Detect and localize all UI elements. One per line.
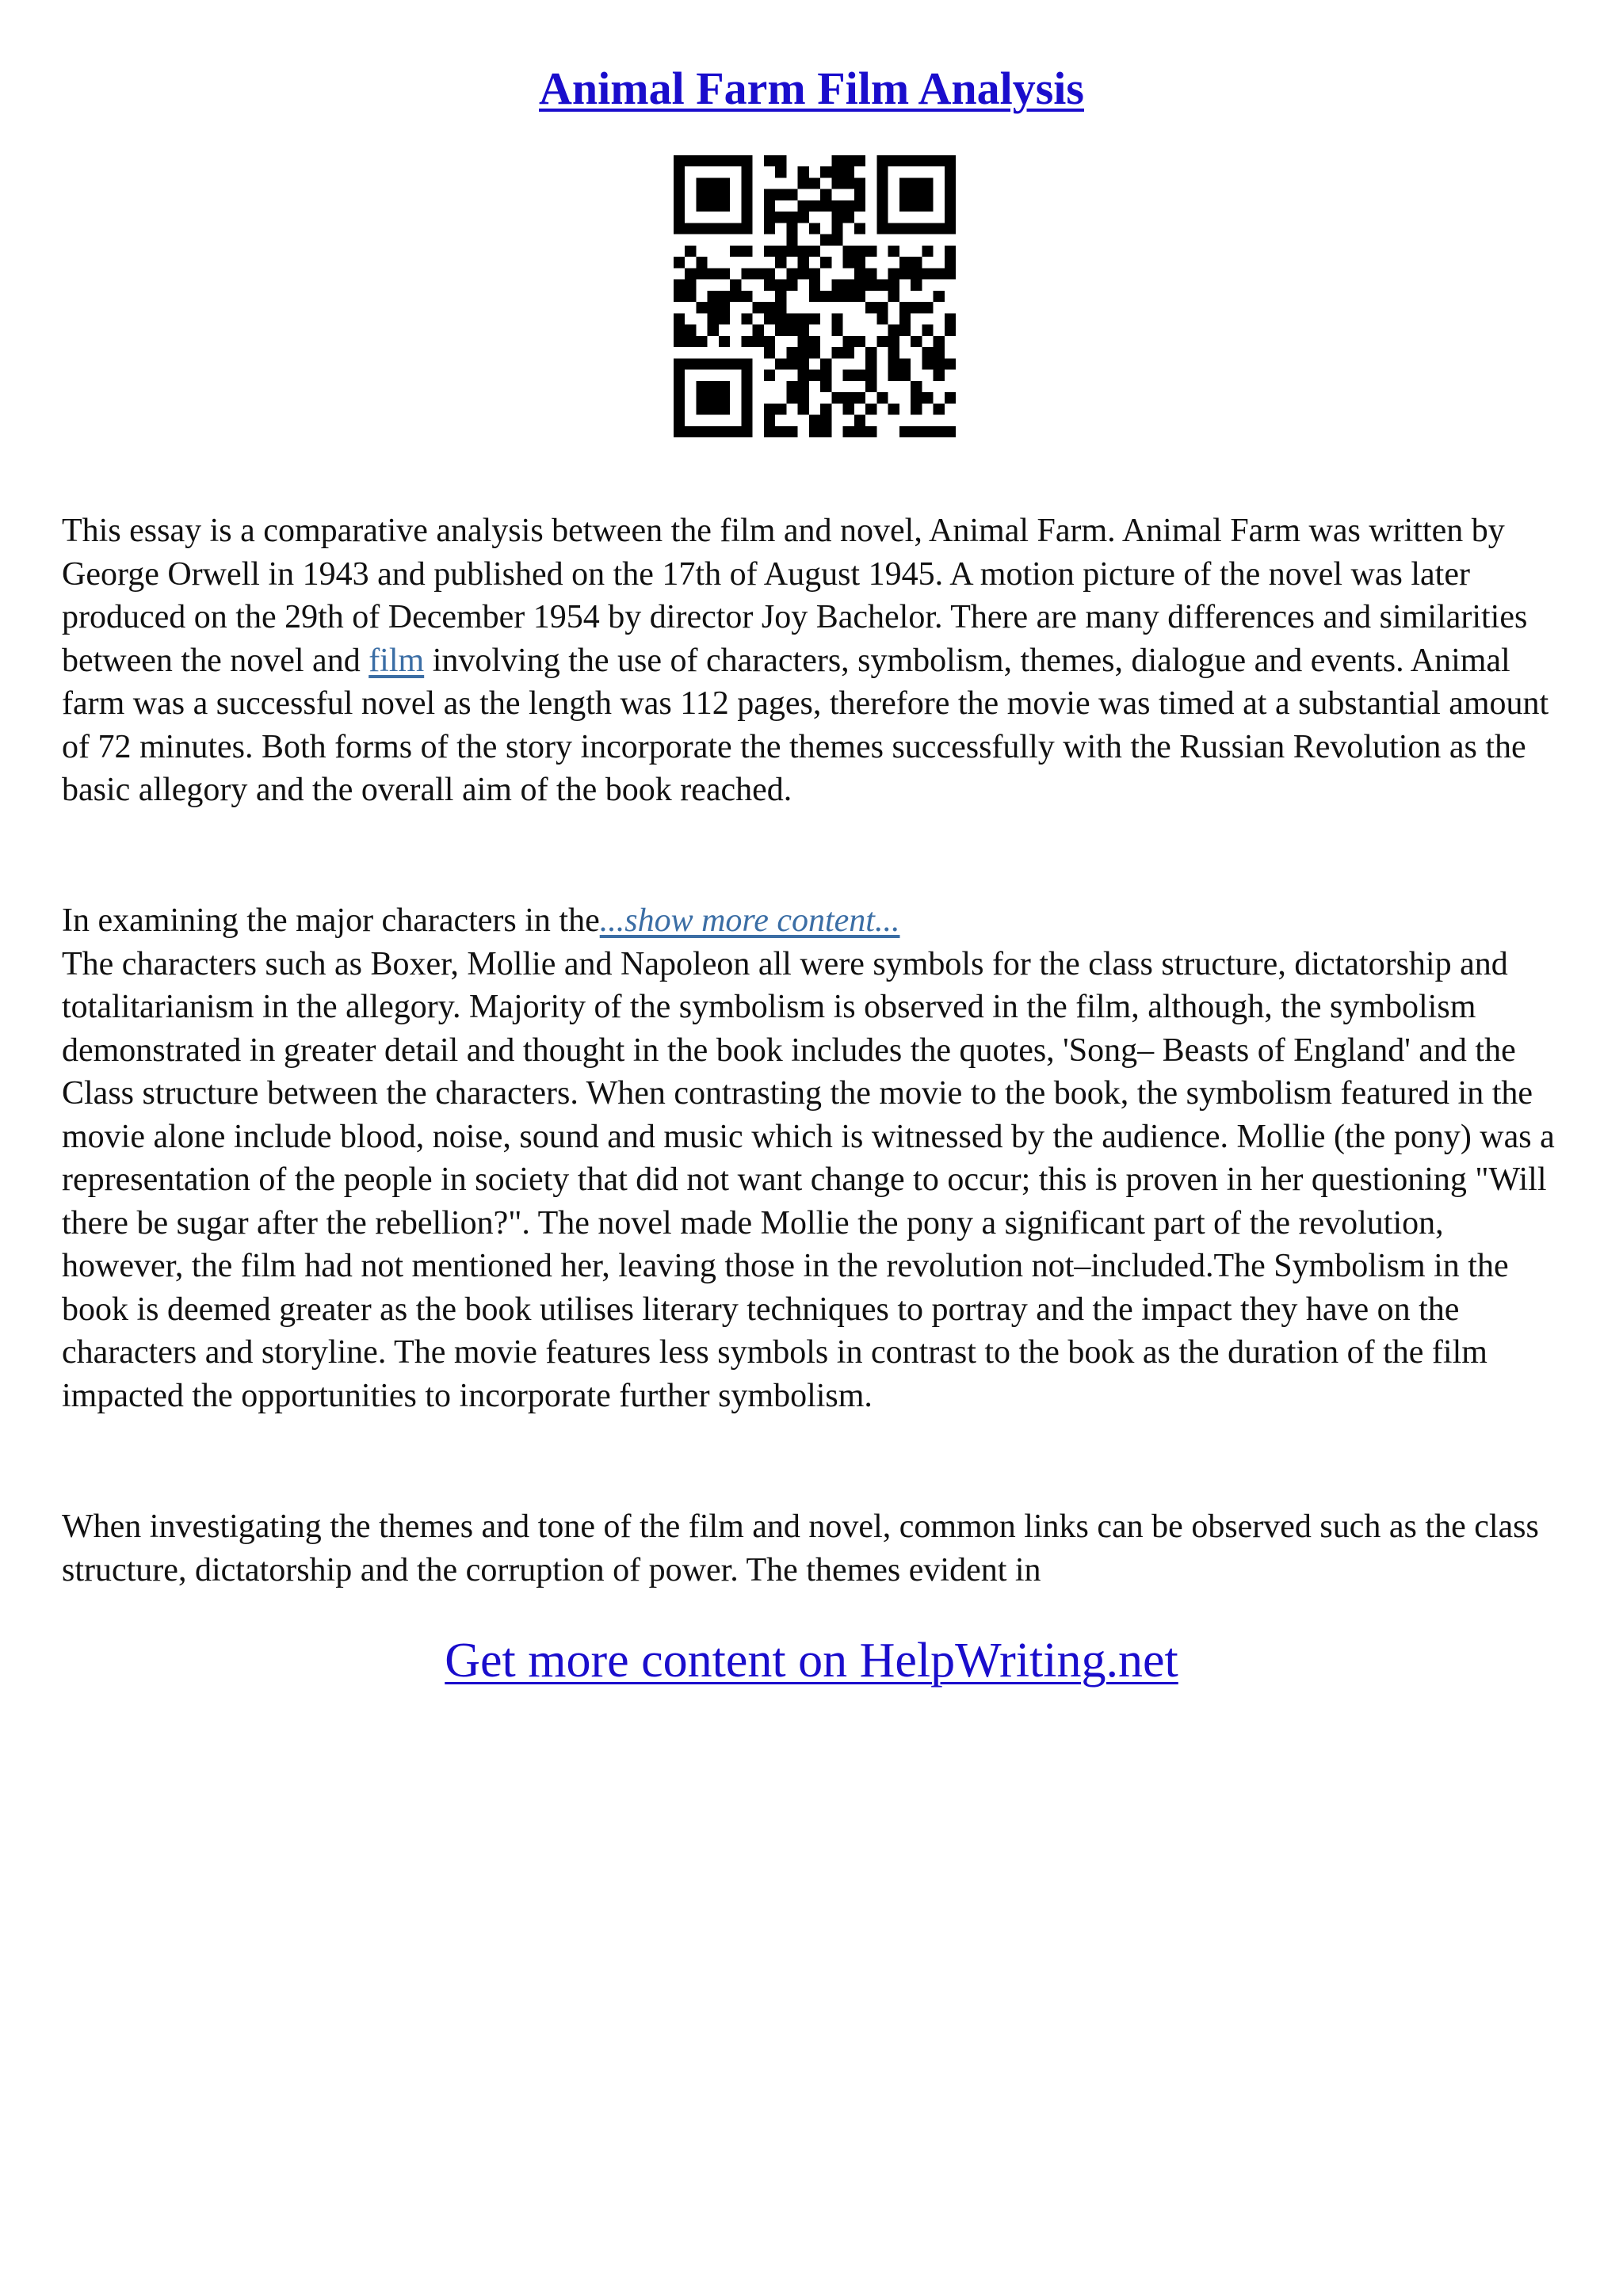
qr-code-icon xyxy=(674,155,956,437)
paragraph-intro-text-a: This essay is a comparative analysis between the film and novel, Animal Farm. Animal Farm was written by George Orwell in 1943 and published on the 17th of August 1945. A motion picture of the novel was later produced on the 29th of December 1954 by director Joy Bachelor. There are many differences and similarities between the novel and xyxy=(62,513,1528,679)
paragraph-themes: When investigating the themes and tone of the film and novel, common links can be observed such as the class structure, dictatorship and the corruption of power. The themes evident in xyxy=(62,1508,1539,1589)
show-more-content-link[interactable]: ...show more content... xyxy=(599,902,900,939)
get-more-content-link[interactable]: Get more content on HelpWriting.net xyxy=(445,1634,1178,1688)
paragraph-characters-lead: In examining the major characters in the xyxy=(62,902,600,939)
qr-code xyxy=(674,155,956,437)
paragraph-intro xyxy=(62,509,1568,812)
document-title xyxy=(0,57,1623,120)
title-link[interactable]: Animal Farm Film Analysis xyxy=(539,63,1084,114)
paragraph-characters-text: The characters such as Boxer, Mollie and Napoleon all were symbols for the class structure, dictatorship and totalitarianism in the allegory. Majority of the symbolism is observed in the film, although, the symbolism demonstrated in greater detail and thought in the book includes the quotes, 'Song– Beasts of England' and the Class structure between the characters. When contrasting the movie to the book, the symbolism featured in the movie alone include blood, noise, sound and music which is witnessed by the audience. Mollie (the pony) was a representation of the people in society that did not want change to occur; this is proven in her questioning "Will there be sugar after the rebellion?". The novel made Mollie the pony a significant part of the revolution, however, the film had not mentioned her, leaving those in the revolution not–included.The Symbolism in the book is deemed greater as the book utilises literary techniques to portray and the impact they have on the characters and storyline. The movie features less symbols in contrast to the book as the duration of the film impacted the opportunities to incorporate further symbolism. xyxy=(62,945,1555,1414)
film-link[interactable]: film xyxy=(369,642,425,679)
paragraph-intro-text-b: involving the use of characters, symbolism, themes, dialogue and events. Animal farm was a successful novel as the length was 112 pages, therefore the movie was timed at a substantial amount of 72 minutes. Both forms of the story incorporate the themes successfully with the Russian Revolution as the basic allegory and the overall aim of the book reached. xyxy=(62,642,1549,808)
cta-line xyxy=(0,1629,1623,1692)
paragraph-characters xyxy=(62,899,1568,1417)
